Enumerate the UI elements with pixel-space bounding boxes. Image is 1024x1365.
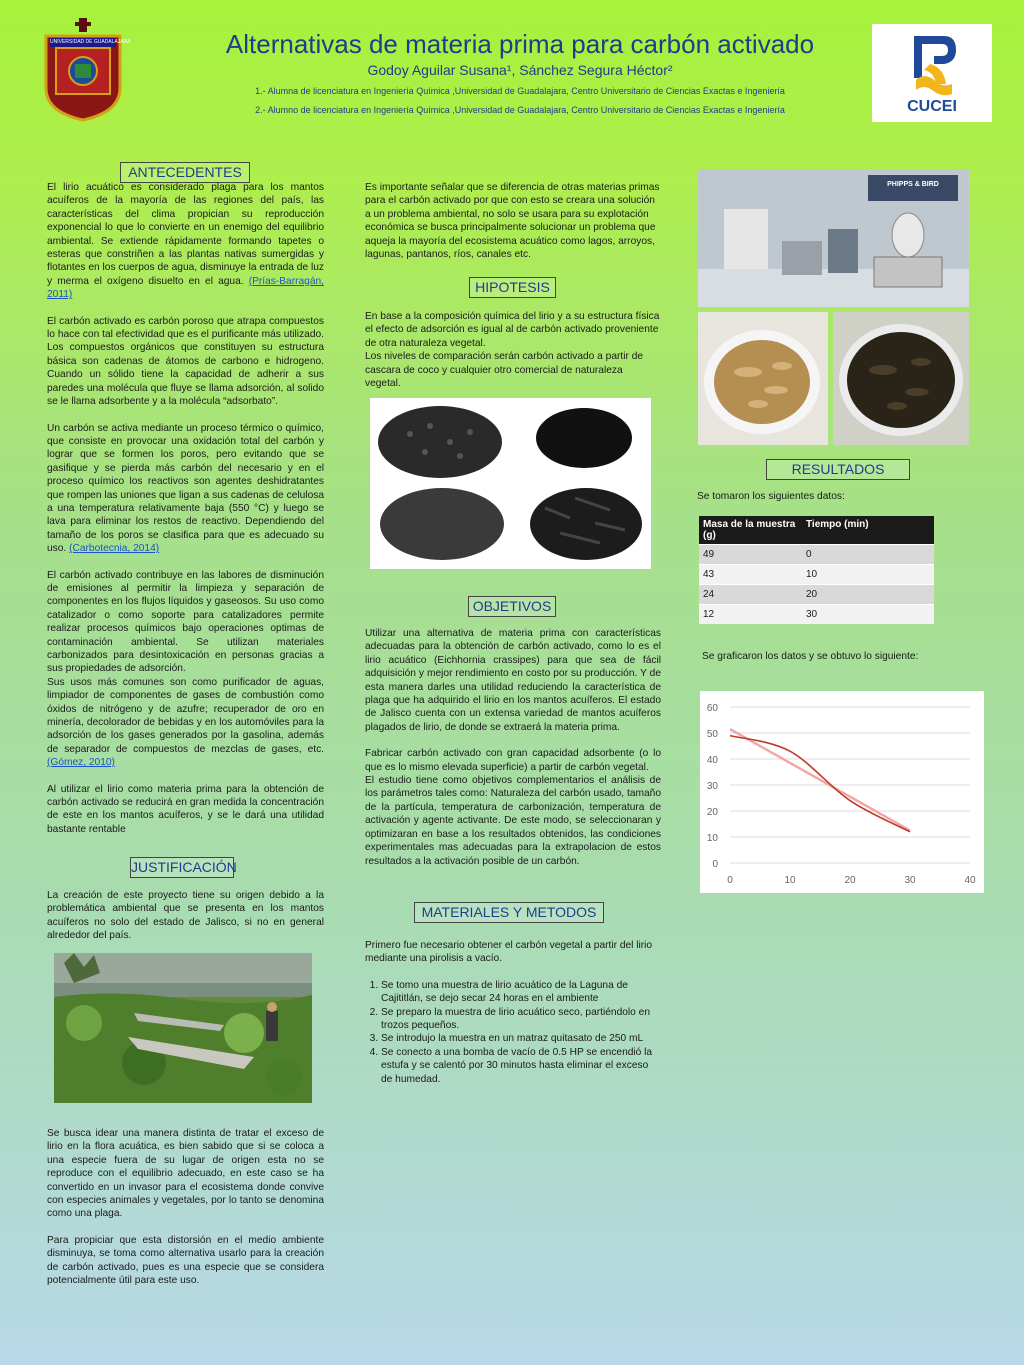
y-tick-label: 20 xyxy=(706,807,718,818)
table-cell: 0 xyxy=(802,545,934,565)
table-cell: 12 xyxy=(699,605,802,625)
antecedentes-p2: El carbón activado es carbón poroso que atrapa compuestos lo hace con tal efectividad que es el purificante más utilizado. Los compuestos orgánicos que constituyen su estructura básica son cadenas de átomos de carbono e hidrogeno. Cuando un sólido tiene la capacidad de adherir a sus paredes una molécula que fluye se llama adsorción, al solido se le llama adsorbente y a la molécula “adsorbato”. xyxy=(47,315,324,408)
justificacion-text: La creación de este proyecto tiene su origen debido a la problemática ambiental que se presenta en los mantos acuíferos no solo del estado de Jalisco, si no en general alrededor del país. xyxy=(47,890,324,942)
table-cell: 43 xyxy=(699,565,802,585)
equipment-label: PHIPPS & BIRD xyxy=(887,181,939,188)
activated-carbon-photo xyxy=(370,398,651,569)
x-tick-label: 30 xyxy=(904,875,916,886)
antecedentes-text xyxy=(47,181,324,849)
university-logo xyxy=(42,18,131,122)
table-cell: 30 xyxy=(802,605,934,625)
y-tick-label: 30 xyxy=(706,781,718,792)
antecedentes-p5: Sus usos más comunes son como purificador de aguas, limpiador de componentes de gases de combustión como óxidos de nitrógeno y de azufre; recuperador de oro en minería, decolorador de bebidas y en los automóviles para la adsorción de los gases generados por la gasolina, además de separador de compuestos de mezclas de gases, etc. xyxy=(47,676,324,755)
trendline xyxy=(730,729,910,830)
x-tick-label: 40 xyxy=(964,875,976,886)
section-hipotesis: HIPOTESIS xyxy=(469,277,556,298)
method-step: 4. Se conecto a una bomba de vacío de 0.5 HP se encendió la estufa y se calentó por 30 minutos hasta eliminar el exceso de humedad. xyxy=(381,1046,661,1086)
y-tick-label: 40 xyxy=(706,755,718,766)
section-antecedentes: ANTECEDENTES xyxy=(120,162,250,183)
objetivos-p3: El estudio tiene como objetivos complementarios el análisis de los parámetros tales como: Naturaleza del carbón usado, tamaño de la partícula, temperatura de carbonización, temperatura de activación y agente activante. De este modo, se seleccionaran y optimizaran en base a los resultados obtenidos, las condiciones experimentales mas adecuadas para la extrapolacion de estos resultados a la activación posible de un carbón. xyxy=(365,775,661,867)
citation-carbotecnia[interactable]: (Carbotecnia, 2014) xyxy=(69,543,160,555)
lake-photo xyxy=(54,953,312,1103)
objetivos-p1: Utilizar una alternativa de materia prima con características adecuadas para la obtención de carbón activado, como lo es el lirio acuático (Eichhornia crassipes) para que sea de fácil adquisición y mejor rendimiento en costo por su producción. Y de esta manera darles una utilidad reduciendo la característica de plaga que ha adquirido el lirio en los mantos acuíferos. El estado de Jalisco cuenta con un extensa variedad de mantos acuíferos plagados de lirio, de donde se extraerá la materia prima. xyxy=(365,628,661,733)
table-row xyxy=(699,605,934,625)
results-chart xyxy=(700,691,984,893)
dried-lily-photo xyxy=(698,312,828,445)
table-header-row xyxy=(699,516,934,545)
poster-title: Alternativas de materia prima para carbón activado xyxy=(225,29,815,59)
intro-text: Es importante señalar que se diferencia de otras materias primas para el carbón activado por que con esto se creara una solución a un problema ambiental, no solo se usara para su explotación económica se busca principalmente solucionar un problema que aqueja la mayoría del ecosistema acuático como lagos, arroyos, lagunas, pantanos, ríos, canales etc. xyxy=(365,182,660,261)
table-row xyxy=(699,585,934,605)
section-resultados: RESULTADOS xyxy=(766,459,910,480)
antecedentes-p6: Al utilizar el lirio como materia prima para la obtención de carbón activado se reducirá en gran medida la concentración de este en los mantos acuíferos, y se le dará una utilidad bastante rentable xyxy=(47,783,324,835)
antecedentes-p4: El carbón activado contribuye en las labores de disminución de emisiones al permitir la limpieza y separación de componentes en los flujos líquidos y gaseosos. Su uso como catalizador o como soporte para catalizadores permite realizar procesos químicos bajo operaciones optimas de contaminación ambiental. Se utilizan materiales carbonizados para desintoxicación en personas gracias a sus propiedades de adsorción. xyxy=(47,569,324,675)
cucei-logo-text: CUCEI xyxy=(907,98,957,115)
carbonized-lily-photo xyxy=(833,312,969,445)
section-materiales: MATERIALES Y METODOS xyxy=(414,902,604,923)
table-row xyxy=(699,565,934,585)
antecedentes-p1: El lirio acuático es considerado plaga para los mantos acuíferos de la mayoría de las regiones del país, las características del clima propician su reproducción exponencial lo que lo convierte en un enemigo del equilibrio ambiental. Se extiende rápidamente formando tapetes o esteras que constriñen a las plantas nativas sumergidas y flotantes en los cuerpos de agua, disminuye la entrada de luz y merma el oxígeno disuelto en el agua. xyxy=(47,182,324,287)
antecedentes-p3: Un carbón se activa mediante un proceso térmico o químico, que consiste en provocar una oxidación total del carbón y lograr que se formen los poros, pero evitando que se gasifique y se pierda más carbón del necesario y en el proceso químico los reactivos son agentes deshidratantes que rompen las uniones que ligan a sus cadenas de celulosa a una temperatura relativamente baja (550 °C) y luego se lava para eliminar los restos de reactivo. Dependiendo del tamaño de los poros se clasifica para que es adecuado su uso. xyxy=(47,422,324,555)
results-table xyxy=(699,516,934,624)
bottom-text xyxy=(47,1127,324,1287)
bottom-p1: Se busca idear una manera distinta de tratar el exceso de lirio en la flora acuática, es bien sabido que si se coloca a una especie fuera de su lugar de origen esta no se reproduce con el equilibrio adecuado, en este caso se ha convertido en un invasor para el ecosistema donde convive con especies animales y vegetales, por lo tanto se denomina como una plaga. xyxy=(47,1128,324,1220)
series-line xyxy=(730,736,910,832)
objetivos-p2: Fabricar carbón activado con gran capacidad adsorbente (o lo que es lo mismo elevada superficie) a partir de carbón vegetal. xyxy=(365,748,661,773)
x-tick-label: 20 xyxy=(844,875,856,886)
section-justificacion: JUSTIFICACIÓN xyxy=(130,857,234,878)
table-cell: 24 xyxy=(699,585,802,605)
hipotesis-p2: Los niveles de comparación serán carbón activado a partir de cascara de coco y cualquier otro comercial de naturaleza vegetal. xyxy=(365,351,644,390)
method-step: 3. Se introdujo la muestra en un matraz quitasato de 250 mL xyxy=(381,1032,661,1045)
lab-equipment-photo xyxy=(698,169,969,307)
university-logo-text: UNIVERSIDAD DE GUADALAJARA xyxy=(50,39,131,45)
materiales-text xyxy=(365,939,661,1086)
table-cell: 20 xyxy=(802,585,934,605)
y-tick-label: 10 xyxy=(706,833,718,844)
bottom-p2: Para propiciar que esta distorsión en el medio ambiente disminuya, se toma como alternativa usarlo para la creación de carbón activado, pues es una especie que se considera potencialmente útil para este uso. xyxy=(47,1234,324,1287)
objetivos-text xyxy=(365,627,661,868)
section-objetivos: OBJETIVOS xyxy=(468,596,556,617)
y-tick-label: 50 xyxy=(706,729,718,740)
y-tick-label: 60 xyxy=(706,703,718,714)
chart-svg xyxy=(700,691,984,893)
table-row xyxy=(699,545,934,565)
graph-intro: Se graficaron los datos y se obtuvo lo siguiente: xyxy=(702,651,919,662)
hipotesis-text xyxy=(365,310,661,390)
citation-gomez[interactable]: (Gómez, 2010) xyxy=(47,757,115,769)
methods-list xyxy=(365,979,661,1086)
y-tick-label: 0 xyxy=(712,859,718,870)
method-step: 2. Se preparo la muestra de lirio acuático seco, partiéndolo en trozos pequeños. xyxy=(381,1006,661,1033)
cucei-logo xyxy=(872,24,992,122)
affiliation-1: 1.- Alumna de licenciatura en Ingeniería Química ,Universidad de Guadalajara, Centro Universitario de Ciencias Exactas e Ingeniería xyxy=(255,86,785,96)
results-intro: Se tomaron los siguientes datos: xyxy=(697,491,845,502)
hipotesis-p1: En base a la composición química del lirio y a su estructura física el efecto de adsorción es igual al de carbón activado proveniente de otra naturaleza vegetal. xyxy=(365,311,660,349)
table-header-time: Tiempo (min) xyxy=(802,516,934,545)
table-header-mass: Masa de la muestra (g) xyxy=(699,516,802,545)
x-tick-label: 0 xyxy=(727,875,733,886)
table-cell: 10 xyxy=(802,565,934,585)
table-cell: 49 xyxy=(699,545,802,565)
x-tick-label: 10 xyxy=(784,875,796,886)
method-step: 1. Se tomo una muestra de lirio acuático de la Laguna de Cajititlán, se dejo secar 24 horas en el ambiente xyxy=(381,979,661,1006)
materiales-intro: Primero fue necesario obtener el carbón vegetal a partir del lirio mediante una pirolisis a vacío. xyxy=(365,940,653,965)
affiliation-2: 2.- Alumno de licenciatura en Ingeniería Química ,Universidad de Guadalajara, Centro Universitario de Ciencias Exactas e Ingeniería xyxy=(255,105,785,115)
authors: Godoy Aguilar Susana¹, Sánchez Segura Héctor² xyxy=(367,62,673,78)
citation-prias[interactable]: (Prías-Barragán, 2011) xyxy=(47,275,324,301)
